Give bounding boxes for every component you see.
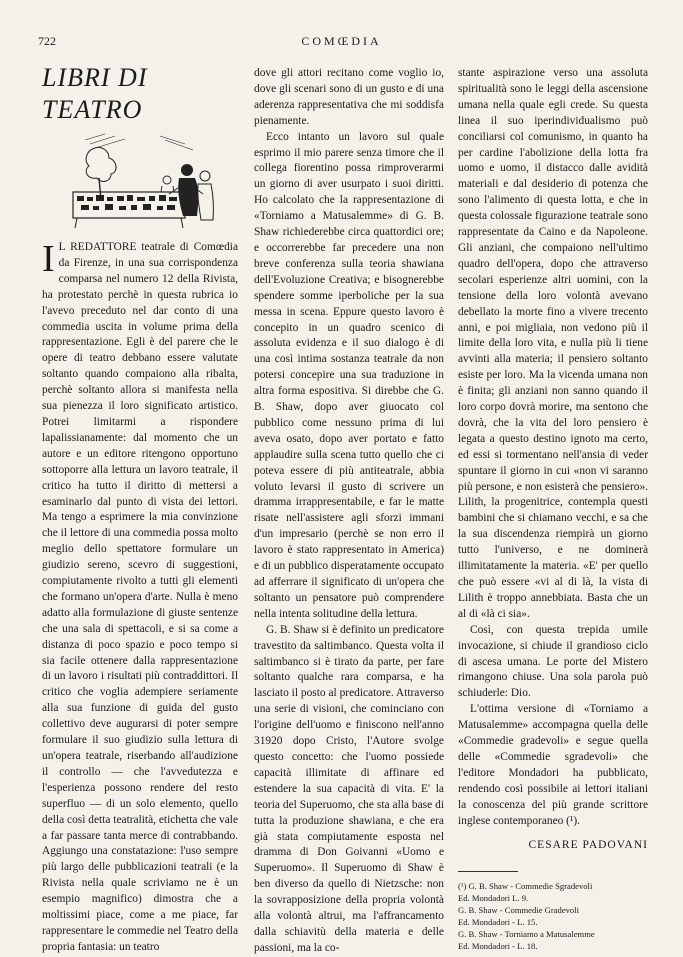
drop-cap: I xyxy=(42,238,55,280)
paragraph: G. B. Shaw si è definito un predicatore travestito da saltimbanco. Questa volta il saltimbanco si è tirato da parte, per fare soltanto qualche rara comparsa, e ha lasciato il posto al predicatore. Attraverso una serie di visioni, che cominciano con l'origine dell'uomo e finiscono nell'anno 31920 dopo Cristo, l'Autore svolge questo concetto: che l'uomo possiede capacità illimitate di affinare ed estendere la sua capacità di vita. E' la teoria del Superuomo, che sta alla base di tutta la produzione shawiana, e che era già stata compiutamente esposta nel dramma di Don Goivanni «Uomo e Superuomo». Il Superuomo di Shaw è ben diverso da quello di Nietzsche: non la sovrapposizione della propria volontà alla volontà altrui, ma l'affrancamento dalla schiavitù della materia e delle passioni, ma la co- xyxy=(254,623,444,954)
paragraph: L'ottima versione di «Torniamo a Matusalemme» accompagna quella delle «Commedie gradevoli» e segue quella delle «Commedie sgradevoli» che l'editore Mondadori ha pubblicato, rendendo così possibile ai lettori italiani la conoscenza del più grande scrittore inglese contemporaneo (¹). xyxy=(458,703,648,827)
column-3 xyxy=(458,66,648,952)
footnotes xyxy=(458,880,648,952)
running-head: COMŒDIA xyxy=(301,34,382,48)
paragraph-text: L REDATTORE teatrale di Comœdia da Firenze, in una sua corrispondenza comparsa nel numero 12 della Rivista, ha protestato perchè in questa rubrica io l'avevo preceduto nel dar conto di una commedia uscita in volume prima della rappresentazione. Egli è del parere che le opere di teatro debbano essere valutate soltanto quando compaiono alla ribalta, perchè soltanto allora si manifesta nella sua pienezza il loro significato artistico. Potrei limitarmi a rispondere lapalissianamente: dal momento che un autore e un editore ritengono opportuno sottoporre alla lettura un lavoro teatrale, il critico ha tutto il diritto di mettersi a esaminarlo dal punto di vista dei lettori. Ma tengo a esprimere la mia convinzione che il lettore di una commedia possa molto meglio dello spettatore formulare un giudizio sereno, scevro di suggestioni, compiutamente rivolto a tutti gli elementi che formano un'opera d'arte. Nulla è meno adatto alla formulazione di giuste sentenze che una sala di spettacoli, e si sa come a distanza di poco spazio e poco tempo si sia facile ottenere dalla rappresentazione di un lavoro i risultati più contraddittori. Il critico che voglia adempiere seriamente alla sua funzione di guida del gusto collettivo deve augurarsi di poter sempre formulare il suo giudizio sulla lettura di un'opera teatrale, riserbando all'audizione il controllo — che l'avvedutezza e l'esperienza possono rendere del resto superfluo — di un solo elemento, quello della così detta teatralità, etichetta che vale a far passare tanta merce di contrabbando. Aggiungo una constatazione: l'uso sempre più largo delle pubblicazioni teatrali (e la Rivista nella quale scriviamo ne è un esempio magnifico) dimostra che a moltissimi piace, come a me piace, far rappresentare le commedie nel Teatro della propria fantasia: un teatro xyxy=(42,241,239,953)
footnote-line: G. B. Shaw - Commedie Gradevoli xyxy=(458,905,580,916)
footnote-line: Ed. Mondadori - L. 18. xyxy=(458,941,538,952)
section-title: LIBRI DI TEATRO xyxy=(42,63,148,124)
footnote-line: G. B. Shaw - Torniamo a Matusalemme xyxy=(458,929,595,940)
paragraph: Così, con questa trepida umile invocazione, si chiude il grandioso ciclo di ascesa umana. Le porte del Mistero rimangono chiuse. Una sola parola può schiuderle: Dio. xyxy=(458,623,648,700)
footnote-line: Ed. Mondadori - L. 15. xyxy=(458,917,538,928)
paragraph: Ecco intanto un lavoro sul quale esprimo il mio parere senza timore che il collega fiorentino possa rimproverarmi un giorno di aver usurpato i suoi diritti. Ho calcolato che la rappresentazione di «Torniamo a Matusalemme» di G. B. Shaw richiederebbe circa quattordici ore; e occorrerebbe far precedere una non breve conferenza sulla teoria shawiana dell'Evoluzione Creativa; e bisognerebbe spendere somme iperboliche per la sua messa in scena. Eppure questo lavoro è concepito in un quadro scenico di assoluta evidenza e il suo dialogo è di una così intima sostanza teatrale da non potersi concepire una sua traduzione in altra forma espositiva. Si direbbe che G. B. Shaw, dopo aver giuocato col pubblico come nessuno prima di lui aveva osato, dopo aver portato e fatto applaudire sulla scena tutto quello che ci poteva essere di più antiteatrale, abbia voluto levarsi il gusto di scrivere un dramma irrappresentabile, e far le matte risate nell'assistere agli sforzi immani d'un impresario (perchè se non erro il lavoro è stato rappresentato in America) e di un pubblico disperatamente occupato ad afferrare il significato di un'opera che soltanto un pensatore può comprendere nella intenta solitudine della lettura. xyxy=(254,130,444,620)
column-2 xyxy=(254,66,444,957)
column-1 xyxy=(42,62,238,956)
bookstall-illustration xyxy=(65,130,215,230)
paragraph xyxy=(42,240,238,956)
page-number: 722 xyxy=(38,34,56,48)
author-signature: CESARE PADOVANI xyxy=(528,838,648,851)
footnote-line: (¹) G. B. Shaw - Commedie Sgradevoli xyxy=(458,881,593,892)
paragraph: dove gli attori recitano come voglio io, dove gli scenari sono di un gusto e di una aderenza rappresentativa che mi soddisfa pienamente. xyxy=(254,67,444,127)
footnote-divider xyxy=(458,871,518,872)
footnote-line: Ed. Mondadori L. 9. xyxy=(458,893,529,904)
paragraph: stante aspirazione verso una assoluta spiritualità sono le leggi della ascensione umana nella quale egli crede. Su questa linea il suo iperindividualismo può conciliarsi col comunismo, in quanto ha per cardine l'abolizione della lotta fra uomo e uomo, il distacco dalle avidità materiali e dal desiderio di potenza che sono l'alimento di questa lotta, e che in questa colossale figurazione teatrale sono rappresentate da Caino e da Napoleone. Gli anziani, che compaiono nell'ultimo quadro dell'opera, dopo che attraverso secolari esperienze altri uomini, con la tensione della loro volontà avevano debellato la morte fino a vivere trecento anni, e poi migliaia, non vedono più il limite della loro vita, e nulla più li tiene avvinti alla materia; il pensiero soltanto esiste per loro. Ma la vicenda umana non è finita; gli anziani non sanno quando il loro corpo dovrà morire, ma sentono che dovrà, che la vita del loro pensiero è legata a questo destino ignoto ma certo, ed essi si tormentano nell'ansia di veder spuntare il giorno in cui «non vi saranno più persone, e non esisterà che pensiero». Lilith, la progenitrice, contempla questi bambini che si chiamano vecchi, e sa che la sua discendenza riempirà un giorno tutto l'universo, e ne dominerà illimitatamente la materia. «E' per quello che può essere «vi al di là, la vista di Lilith è troppo annebbiata. Basta che un al di «là ci sia». xyxy=(458,67,648,620)
